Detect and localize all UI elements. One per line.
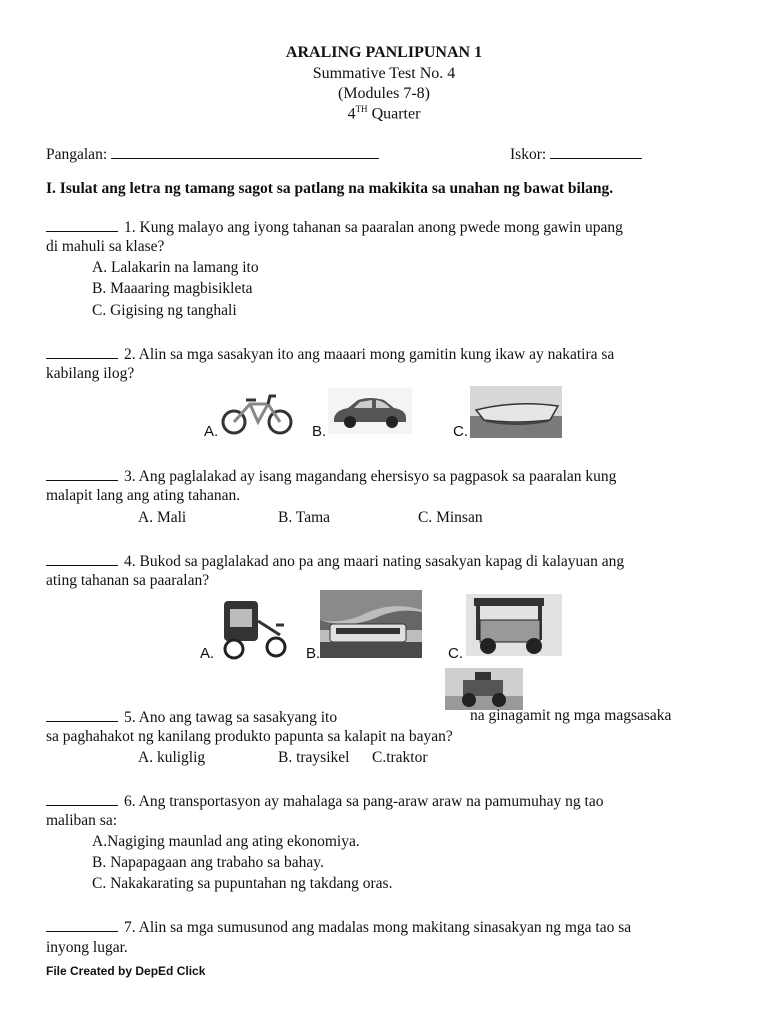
q4-label-a: A. <box>200 645 215 662</box>
q1-stem <box>46 217 623 237</box>
q2-stem <box>46 344 614 364</box>
q6-choice-a: A.Nagiging maunlad ang ating ekonomiya. <box>92 833 360 850</box>
name-field <box>46 144 379 164</box>
q1-choice-a: A. Lalakarin na lamang ito <box>92 259 259 276</box>
q1-choice-c: C. Gigising ng tanghali <box>92 302 237 319</box>
modules-label: (Modules 7-8) <box>338 85 430 102</box>
q1-line2: di mahuli sa klase? <box>46 238 165 255</box>
q2-label-c: C. <box>453 423 468 440</box>
car-image <box>328 388 412 434</box>
q2-line1: 2. Alin sa mga sasakyan ito ang maaari mong gamitin kung ikaw ay nakatira sa <box>124 346 615 363</box>
q4-line1: 4. Bukod sa paglalakad ano pa ang maari nating sasakyan kapag di kalayuan ang <box>124 553 625 570</box>
quarter-word: Quarter <box>371 105 421 123</box>
boat-image <box>470 386 562 438</box>
q3-answer-blank[interactable] <box>46 466 118 481</box>
q6-choice-c: C. Nakakarating sa pupuntahan ng takdang oras. <box>92 875 393 892</box>
q5-line1b: na ginagamit ng mga magsasaka <box>470 707 672 724</box>
footer-credit: File Created by DepEd Click <box>46 964 206 978</box>
q1-line1: 1. Kung malayo ang iyong tahanan sa paaralan anong pwede mong gawin upang <box>124 219 623 236</box>
q2-label-b: B. <box>312 423 327 440</box>
q6-line2: maliban sa: <box>46 812 118 829</box>
q5-stem <box>46 707 337 727</box>
q1-choice-b: B. Maaaring magbisikleta <box>92 280 253 297</box>
q3-choice-a: A. Mali <box>138 509 187 526</box>
kuliglig-image <box>445 668 523 710</box>
name-label: Pangalan: <box>46 146 108 163</box>
q5-choice-b: B. traysikel <box>278 749 350 766</box>
q1-answer-blank[interactable] <box>46 217 118 232</box>
q3-line1: 3. Ang paglalakad ay isang magandang ehersisyo sa pagpasok sa paaralan kung <box>124 468 617 485</box>
q4-stem <box>46 551 624 571</box>
quarter-number: 4 <box>347 105 356 123</box>
worksheet-title: ARALING PANLIPUNAN 1 <box>285 44 483 61</box>
bicycle-image <box>220 390 294 436</box>
q5-answer-blank[interactable] <box>46 707 118 722</box>
q3-choice-b: B. Tama <box>278 509 331 526</box>
q5-line1a: 5. Ano ang tawag sa sasakyang ito <box>124 709 338 726</box>
q7-line2: inyong lugar. <box>46 939 128 956</box>
name-blank[interactable] <box>111 144 379 159</box>
q4-label-c: C. <box>448 645 463 662</box>
q3-stem <box>46 466 616 486</box>
q5-line2: sa paghahakot ng kanilang produkto papunta sa kalapit na bayan? <box>46 728 453 745</box>
q2-label-a: A. <box>204 423 219 440</box>
q7-answer-blank[interactable] <box>46 917 118 932</box>
score-blank[interactable] <box>550 144 642 159</box>
tricycle-image <box>218 595 288 661</box>
score-label: Iskor: <box>510 146 547 163</box>
instruction-text: I. Isulat ang letra ng tamang sagot sa patlang na makikita sa unahan ng bawat bilang. <box>46 180 614 197</box>
q4-answer-blank[interactable] <box>46 551 118 566</box>
quarter-label <box>0 104 768 123</box>
q7-line1: 7. Alin sa mga sumusunod ang madalas mong makitang sinasakyan ng mga tao sa <box>124 919 632 936</box>
q6-answer-blank[interactable] <box>46 791 118 806</box>
q6-stem <box>46 791 603 811</box>
q6-line1: 6. Ang transportasyon ay mahalaga sa pang-araw araw na pamumuhay ng tao <box>124 793 604 810</box>
e-trike-image <box>466 594 562 656</box>
q5-choice-a: A. kuliglig <box>138 749 206 766</box>
q4-label-b: B. <box>306 645 321 662</box>
test-number: Summative Test No. 4 <box>312 65 456 82</box>
q3-line2: malapit lang ang ating tahanan. <box>46 487 241 504</box>
score-field <box>510 144 642 164</box>
q5-choice-c: C.traktor <box>372 749 428 766</box>
quarter-suffix: TH <box>355 104 368 114</box>
q2-line2: kabilang ilog? <box>46 365 135 382</box>
q6-choice-b: B. Napapagaan ang trabaho sa bahay. <box>92 854 324 871</box>
q4-line2: ating tahanan sa paaralan? <box>46 572 210 589</box>
q3-choice-c: C. Minsan <box>418 509 483 526</box>
q7-stem <box>46 917 631 937</box>
train-image <box>320 590 422 658</box>
q2-answer-blank[interactable] <box>46 344 118 359</box>
